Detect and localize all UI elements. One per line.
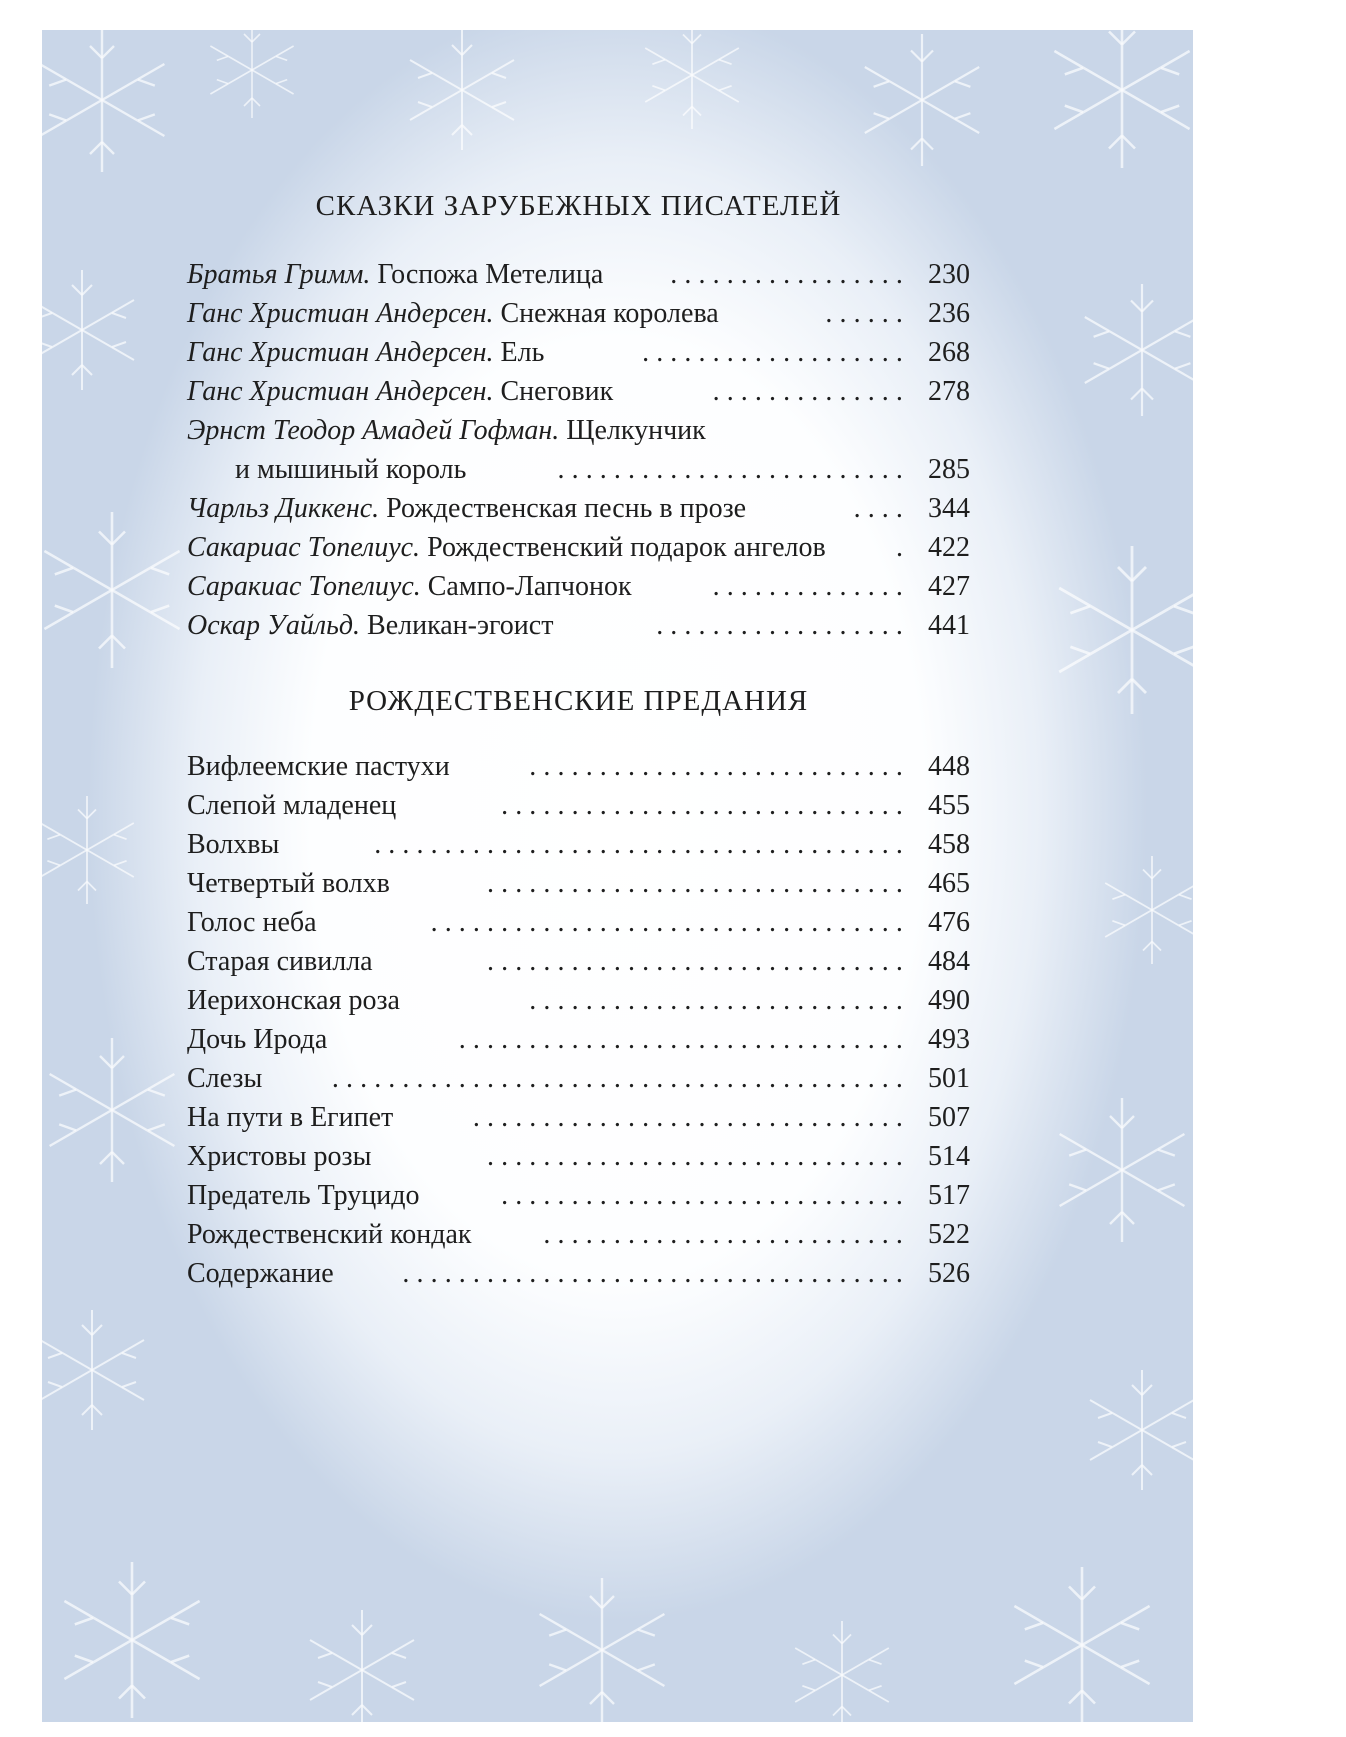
- leader-dots: ..............................: [487, 868, 910, 899]
- entry-title: Снеговик: [493, 376, 614, 407]
- entry-page-number: 501: [928, 1063, 970, 1094]
- toc-entry[interactable]: [187, 1020, 970, 1059]
- leader-dots: ......: [825, 298, 910, 329]
- leader-dots: ...........................: [529, 751, 910, 782]
- entry-page-number: 476: [928, 907, 970, 938]
- leader-dots: .........................: [557, 454, 910, 485]
- entry-title-continuation: и мышиный король: [235, 454, 467, 485]
- entry-page-number: 455: [928, 790, 970, 821]
- entry-author: Сакариас Топелиус.: [187, 532, 421, 563]
- entry-title: Щелкунчик: [559, 415, 706, 446]
- entry-page-number: 278: [928, 376, 970, 407]
- entry-title: Рождественский кондак: [187, 1219, 472, 1250]
- entry-page-number: 458: [928, 829, 970, 860]
- entry-page-number: 441: [928, 610, 970, 641]
- toc-entry[interactable]: [187, 1059, 970, 1098]
- toc-entry[interactable]: [187, 1215, 970, 1254]
- toc-entry-continuation[interactable]: [187, 450, 970, 489]
- toc-entry[interactable]: [187, 294, 970, 333]
- entry-page-number: 514: [928, 1141, 970, 1172]
- leader-dots: ....: [853, 493, 910, 524]
- section-title-christmas-legends: РОЖДЕСТВЕНСКИЕ ПРЕДАНИЯ: [348, 685, 809, 717]
- entry-author: Ганс Христиан Андерсен.: [187, 337, 494, 368]
- leader-dots: ..............................: [487, 1141, 910, 1172]
- entry-author: Ганс Христиан Андерсен.: [187, 298, 494, 329]
- entry-author: Ганс Христиан Андерсен.: [187, 376, 494, 407]
- entry-title: Волхвы: [187, 829, 280, 860]
- toc-entry[interactable]: [187, 942, 970, 981]
- entry-title: Предатель Труцидо: [187, 1180, 420, 1211]
- entry-page-number: 285: [928, 454, 970, 485]
- leader-dots: ...........................: [529, 985, 910, 1016]
- toc-entry[interactable]: [187, 1098, 970, 1137]
- toc-entry[interactable]: [187, 1137, 970, 1176]
- leader-dots: .: [896, 532, 910, 563]
- entry-title: Сампо-Лапчонок: [420, 571, 632, 602]
- entry-title: Снежная королева: [493, 298, 719, 329]
- toc-entry[interactable]: [187, 372, 970, 411]
- entry-title: Христовы розы: [187, 1141, 372, 1172]
- entry-title: Вифлеемские пастухи: [187, 751, 450, 782]
- entry-title: Великан-эгоист: [360, 610, 554, 641]
- entry-title: Ель: [493, 337, 545, 368]
- entry-page-number: 522: [928, 1219, 970, 1250]
- toc-entry[interactable]: [187, 1176, 970, 1215]
- toc-entry[interactable]: [187, 411, 970, 450]
- entry-title: Четвертый волхв: [187, 868, 390, 899]
- toc-entry[interactable]: [187, 489, 970, 528]
- entry-page-number: 422: [928, 532, 970, 563]
- entry-author: Эрнст Теодор Амадей Гофман.: [187, 415, 560, 446]
- leader-dots: ................................: [458, 1024, 910, 1055]
- entry-page-number: 427: [928, 571, 970, 602]
- toc-entry[interactable]: [187, 528, 970, 567]
- entry-title: Госпожа Метелица: [370, 259, 604, 290]
- leader-dots: ..............: [712, 571, 910, 602]
- entry-author: Чарльз Диккенс.: [187, 493, 380, 524]
- entry-title: Рождественский подарок ангелов: [420, 532, 826, 563]
- toc-entry[interactable]: [187, 255, 970, 294]
- entry-title: Дочь Ирода: [187, 1024, 328, 1055]
- entry-title: Старая сивилла: [187, 946, 373, 977]
- entry-title: Иерихонская роза: [187, 985, 400, 1016]
- entry-page-number: 236: [928, 298, 970, 329]
- toc-entry[interactable]: [187, 567, 970, 606]
- leader-dots: .............................: [501, 790, 910, 821]
- entry-page-number: 526: [928, 1258, 970, 1289]
- leader-dots: ....................................: [402, 1258, 910, 1289]
- leader-dots: ..................................: [430, 907, 910, 938]
- entry-page-number: 465: [928, 868, 970, 899]
- leader-dots: ..............: [712, 376, 910, 407]
- toc-entry[interactable]: [187, 747, 970, 786]
- entry-page-number: 517: [928, 1180, 970, 1211]
- leader-dots: ..............................: [487, 946, 910, 977]
- toc-entry[interactable]: [187, 333, 970, 372]
- entry-title: Рождественская песнь в прозе: [379, 493, 747, 524]
- leader-dots: ..................: [656, 610, 910, 641]
- entry-author: Оскар Уайльд.: [187, 610, 361, 641]
- entry-page-number: 448: [928, 751, 970, 782]
- entry-title: Слезы: [187, 1063, 263, 1094]
- entry-page-number: 484: [928, 946, 970, 977]
- entry-page-number: 493: [928, 1024, 970, 1055]
- entry-author: Братья Гримм.: [187, 259, 371, 290]
- entry-page-number: 507: [928, 1102, 970, 1133]
- section-title-foreign-tales: СКАЗКИ ЗАРУБЕЖНЫХ ПИСАТЕЛЕЙ: [315, 190, 842, 222]
- leader-dots: ..........................: [543, 1219, 910, 1250]
- toc-entry[interactable]: [187, 786, 970, 825]
- entry-page-number: 344: [928, 493, 970, 524]
- entry-author: Саракиас Топелиус.: [187, 571, 421, 602]
- toc-entry[interactable]: [187, 864, 970, 903]
- entry-title: На пути в Египет: [187, 1102, 394, 1133]
- entry-page-number: 230: [928, 259, 970, 290]
- toc-entry[interactable]: [187, 903, 970, 942]
- leader-dots: .............................: [501, 1180, 910, 1211]
- entry-title: Содержание: [187, 1258, 334, 1289]
- leader-dots: ...................: [642, 337, 910, 368]
- toc-entry[interactable]: [187, 981, 970, 1020]
- leader-dots: .................: [670, 259, 910, 290]
- leader-dots: ...............................: [472, 1102, 910, 1133]
- leader-dots: ......................................: [374, 829, 910, 860]
- entry-page-number: 490: [928, 985, 970, 1016]
- leader-dots: .........................................: [331, 1063, 910, 1094]
- toc-entry[interactable]: [187, 606, 970, 645]
- entry-title: Слепой младенец: [187, 790, 397, 821]
- toc-entry[interactable]: [187, 1254, 970, 1293]
- toc-entry[interactable]: [187, 825, 970, 864]
- entry-page-number: 268: [928, 337, 970, 368]
- entry-title: Голос неба: [187, 907, 317, 938]
- book-page: [42, 30, 1193, 1722]
